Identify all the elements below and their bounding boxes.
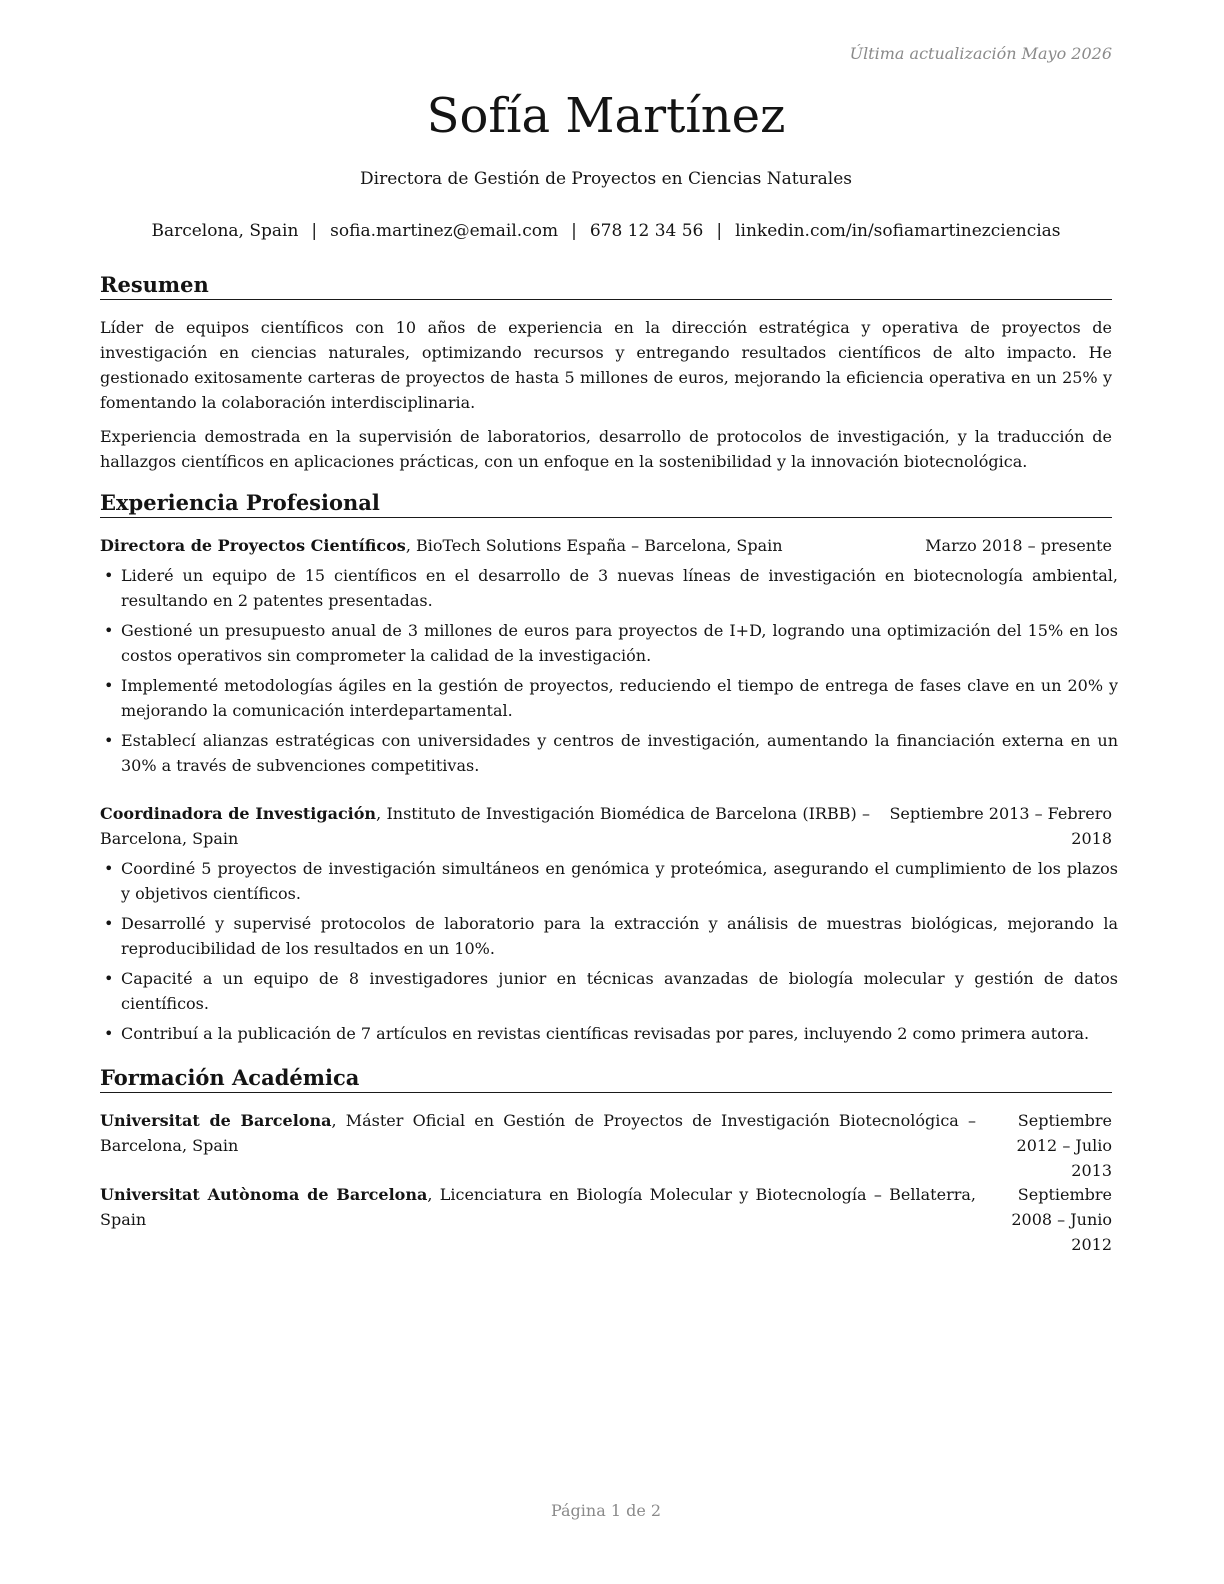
experience-entry-title	[100, 533, 783, 558]
education-dates: Septiembre 2012 – Julio 2013	[1016, 1111, 1112, 1180]
bullet-icon: •	[104, 621, 114, 640]
bullet-icon: •	[104, 676, 114, 695]
list-item: • Coordiné 5 proyectos de investigación simultáneos en genómica y proteómica, asegurando el cumplimiento de los plazos y objetivos científicos.	[100, 856, 1118, 906]
list-item: • Gestioné un presupuesto anual de 3 millones de euros para proyectos de I+D, logrando una optimización del 15% en los costos operativos sin comprometer la calidad de la investigación.	[100, 618, 1118, 668]
contact-linkedin[interactable]: linkedin.com/in/sofiamartinezciencias	[735, 221, 1061, 241]
education-entry-header	[100, 1182, 1112, 1254]
page-number: Página 1 de 2	[550, 1501, 662, 1520]
list-item: • Capacité a un equipo de 8 investigadores junior en técnicas avanzadas de biología molecular y gestión de datos científicos.	[100, 966, 1118, 1016]
bullet-icon: •	[104, 566, 114, 585]
summary-paragraph: Líder de equipos científicos con 10 años de experiencia en la dirección estratégica y operativa de proyectos de investigación en ciencias naturales, optimizando recursos y entregando resultados científicos de alto impacto. He gestionado exitosamente carteras de proyectos de hasta 5 millones de euros, mejorando la eficiencia operativa en un 25% y fomentando la colaboración interdisciplinaria.	[100, 318, 1112, 412]
job-role: Directora de Proyectos Científicos	[100, 536, 406, 555]
experience-entry-header	[100, 533, 1112, 558]
contact-line	[100, 219, 1112, 243]
list-item: • Lideré un equipo de 15 científicos en el desarrollo de 3 nuevas líneas de investigación en biotecnología ambiental, resultando en 2 patentes presentadas.	[100, 563, 1118, 613]
list-item: • Establecí alianzas estratégicas con universidades y centros de investigación, aumentando la financiación externa en un 30% a través de subvenciones competitivas.	[100, 728, 1118, 778]
school-name: Universitat Autònoma de Barcelona	[100, 1185, 428, 1204]
degree-name: , Licenciatura en Biología Molecular y Biotecnología – Bellaterra, Spain	[100, 1185, 976, 1229]
bullet-icon: •	[104, 731, 114, 750]
bullet-icon: •	[104, 969, 114, 988]
contact-separator: |	[571, 221, 577, 241]
list-item: • Contribuí a la publicación de 7 artículos en revistas científicas revisadas por pares, incluyendo 2 como primera autora.	[100, 1021, 1118, 1046]
bullet-icon: •	[104, 859, 114, 878]
job-role: Coordinadora de Investigación	[100, 804, 377, 823]
degree-name: , Máster Oficial en Gestión de Proyectos de Investigación Biotecnológica – Barcelona, Spain	[100, 1111, 976, 1155]
contact-location: Barcelona, Spain	[151, 221, 299, 241]
contact-phone: 678 12 34 56	[589, 221, 704, 241]
job-organization: , Instituto de Investigación Biomédica de Barcelona (IRBB) – Barcelona, Spain	[100, 804, 871, 848]
bullet-icon: •	[104, 1024, 114, 1043]
contact-separator: |	[716, 221, 723, 241]
candidate-headline: Directora de Gestión de Proyectos en Ciencias Naturales	[360, 169, 852, 189]
experience-bullets	[100, 563, 1118, 783]
school-name: Universitat de Barcelona	[100, 1111, 332, 1130]
job-dates: Marzo 2018 – presente	[925, 536, 1112, 555]
experience-bullets	[100, 856, 1118, 1051]
contact-separator: |	[311, 221, 318, 241]
contact-email[interactable]: sofia.martinez@email.com	[330, 221, 559, 241]
section-title-summary: Resumen	[100, 272, 1112, 300]
list-item: • Desarrollé y supervisé protocolos de laboratorio para la extracción y análisis de muestras biológicas, mejorando la reproducibilidad de los resultados en un 10%.	[100, 911, 1118, 961]
education-entry-title	[100, 1108, 976, 1158]
job-dates: Septiembre 2013 – Febrero 2018	[889, 804, 1112, 848]
education-dates: Septiembre 2008 – Junio 2012	[1011, 1185, 1112, 1254]
experience-entry-title	[100, 801, 870, 851]
list-item: • Implementé metodologías ágiles en la gestión de proyectos, reduciendo el tiempo de entrega de fases clave en un 20% y mejorando la comunicación interdepartamental.	[100, 673, 1118, 723]
education-entry-header	[100, 1108, 1112, 1180]
summary-paragraph: Experiencia demostrada en la supervisión de laboratorios, desarrollo de protocolos de investigación, y la traducción de hallazgos científicos en aplicaciones prácticas, con un enfoque en la sostenibilidad y la innovación biotecnológica.	[100, 427, 1112, 471]
candidate-name: Sofía Martínez	[426, 88, 786, 144]
experience-entry-header	[100, 801, 1112, 851]
resume-page	[100, 0, 1118, 1584]
job-organization: , BioTech Solutions España – Barcelona, Spain	[405, 536, 783, 555]
last-updated-note: Última actualización Mayo 2026	[849, 44, 1112, 63]
section-title-education: Formación Académica	[100, 1065, 1112, 1093]
bullet-icon: •	[104, 914, 114, 933]
section-title-experience: Experiencia Profesional	[100, 490, 1112, 518]
education-entry-title	[100, 1182, 976, 1232]
